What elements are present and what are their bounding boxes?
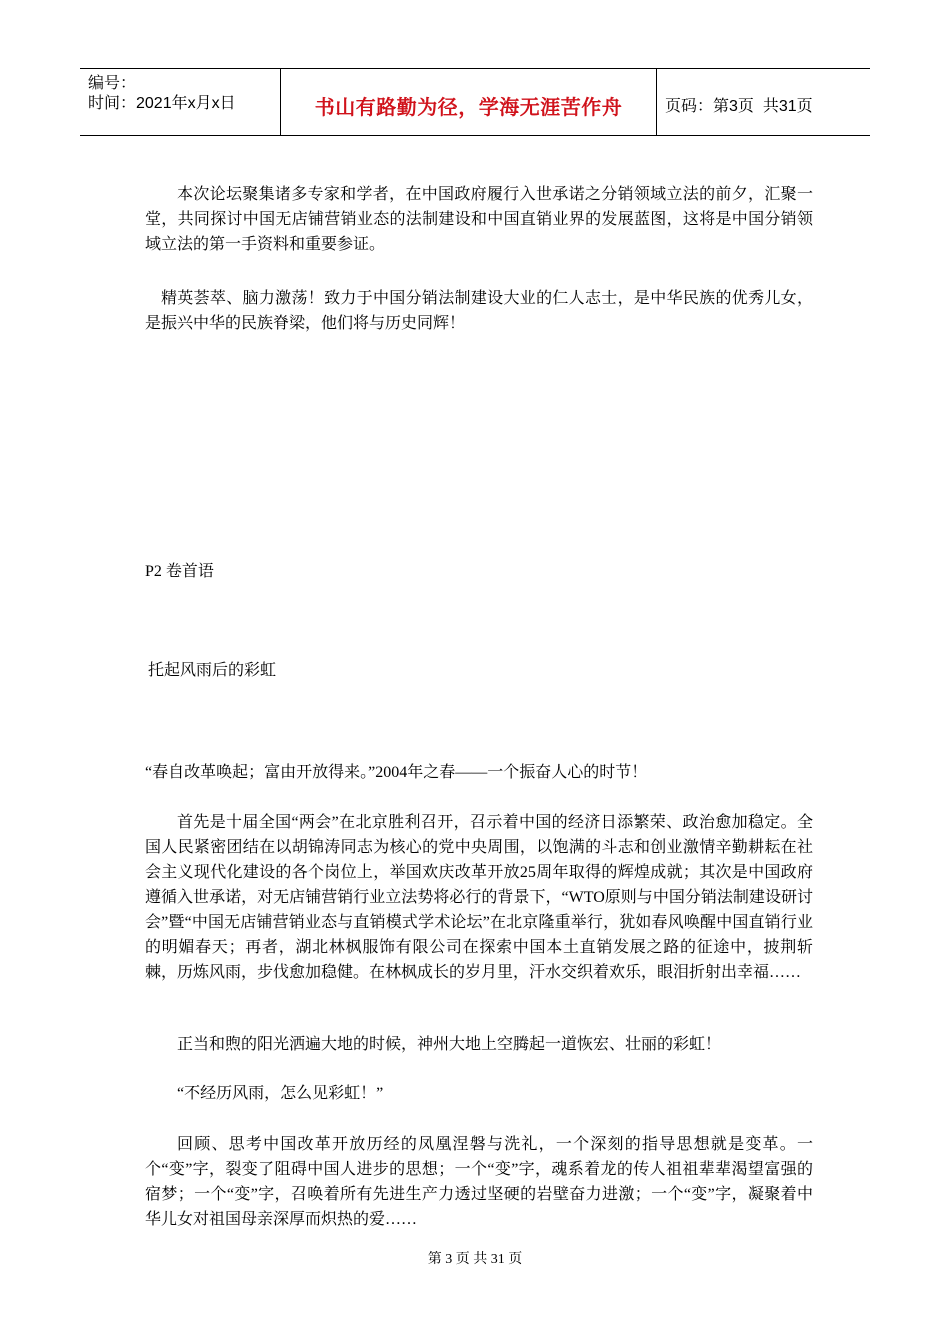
paragraph-reform: 回顾、思考中国改革开放历经的凤凰涅磐与洗礼，一个深刻的指导思想就是变革。一个“变”字，裂变了阻碍中国人进步的思想；一个“变”字，魂系着龙的传人祖祖辈辈渴望富强的宿梦；一个“变”字，召唤着所有先进生产力透过坚硬的岩壁奋力进激；一个“变”字，凝聚着中华儿女对祖国母亲深厚而炽热的爱…… (145, 1136, 813, 1228)
page-label: 页码：第 (665, 97, 730, 115)
header-page-info (657, 69, 870, 135)
paragraph-quote: “不经历风雨，怎么见彩虹！” (177, 1085, 384, 1102)
page-end-label: 页 (796, 97, 813, 115)
paragraph-rainbow: 正当和煦的阳光洒遍大地的时候，神州大地上空腾起一道恢宏、壮丽的彩虹！ (177, 1036, 722, 1053)
page-header (80, 68, 870, 136)
paragraph-spring: “春自改革唤起；富由开放得来。”2004年之春——一个振奋人心的时节！ (145, 764, 648, 781)
page-current: 3 (729, 97, 738, 115)
paragraph-forum-intro: 本次论坛聚集诸多专家和学者，在中国政府履行入世承诺之分销领域立法的前夕，汇聚一堂，共同探讨中国无店铺营销业态的法制建设和中国直销业界的发展蓝图，这将是中国分销领域立法的第一手资料和重要参证。 (145, 186, 813, 253)
article-subtitle: 托起风雨后的彩虹 (148, 662, 277, 679)
paragraph-events: 首先是十届全国“两会”在北京胜利召开，召示着中国的经济日添繁荣、政治愈加稳定。全国人民紧密团结在以胡锦涛同志为核心的党中央周围，以饱满的斗志和创业激情辛勤耕耘在社会主义现代化建设的各个岗位上，举国欢庆改革开放25周年取得的辉煌成就；其次是中国政府遵循入世承诺，对无店铺营销行业立法势将必行的背景下，“WTO原则与中国分销法制建设研讨会”暨“中国无店铺营销业态与直销模式学术论坛”在北京隆重举行，犹如春风唤醒中国直销行业的明媚春天；再者，湖北林枫服饰有限公司在探索中国本土直销发展之路的征途中，披荆斩棘，历炼风雨，步伐愈加稳健。在林枫成长的岁月里，汗水交织着欢乐，眼泪折射出幸福…… (145, 814, 813, 981)
page-mid-label: 页 共 (737, 97, 779, 115)
page-footer: 第 3 页 共 31 页 (427, 1252, 523, 1267)
header-motto: 书山有路勤为径，学海无涯苦作舟 (314, 94, 623, 119)
header-motto-cell (281, 69, 657, 135)
section-label: P2 卷首语 (145, 563, 214, 580)
page-indicator (665, 93, 813, 116)
document-date: 时间：2021年x月x日 (88, 95, 236, 112)
document-number-label: 编号： (88, 75, 137, 92)
page-total: 31 (778, 97, 797, 115)
paragraph-elite: 精英荟萃、脑力激荡！致力于中国分销法制建设大业的仁人志士，是中华民族的优秀儿女，是振兴中华的民族脊梁，他们将与历史同辉！ (145, 290, 813, 332)
header-meta (80, 69, 281, 135)
